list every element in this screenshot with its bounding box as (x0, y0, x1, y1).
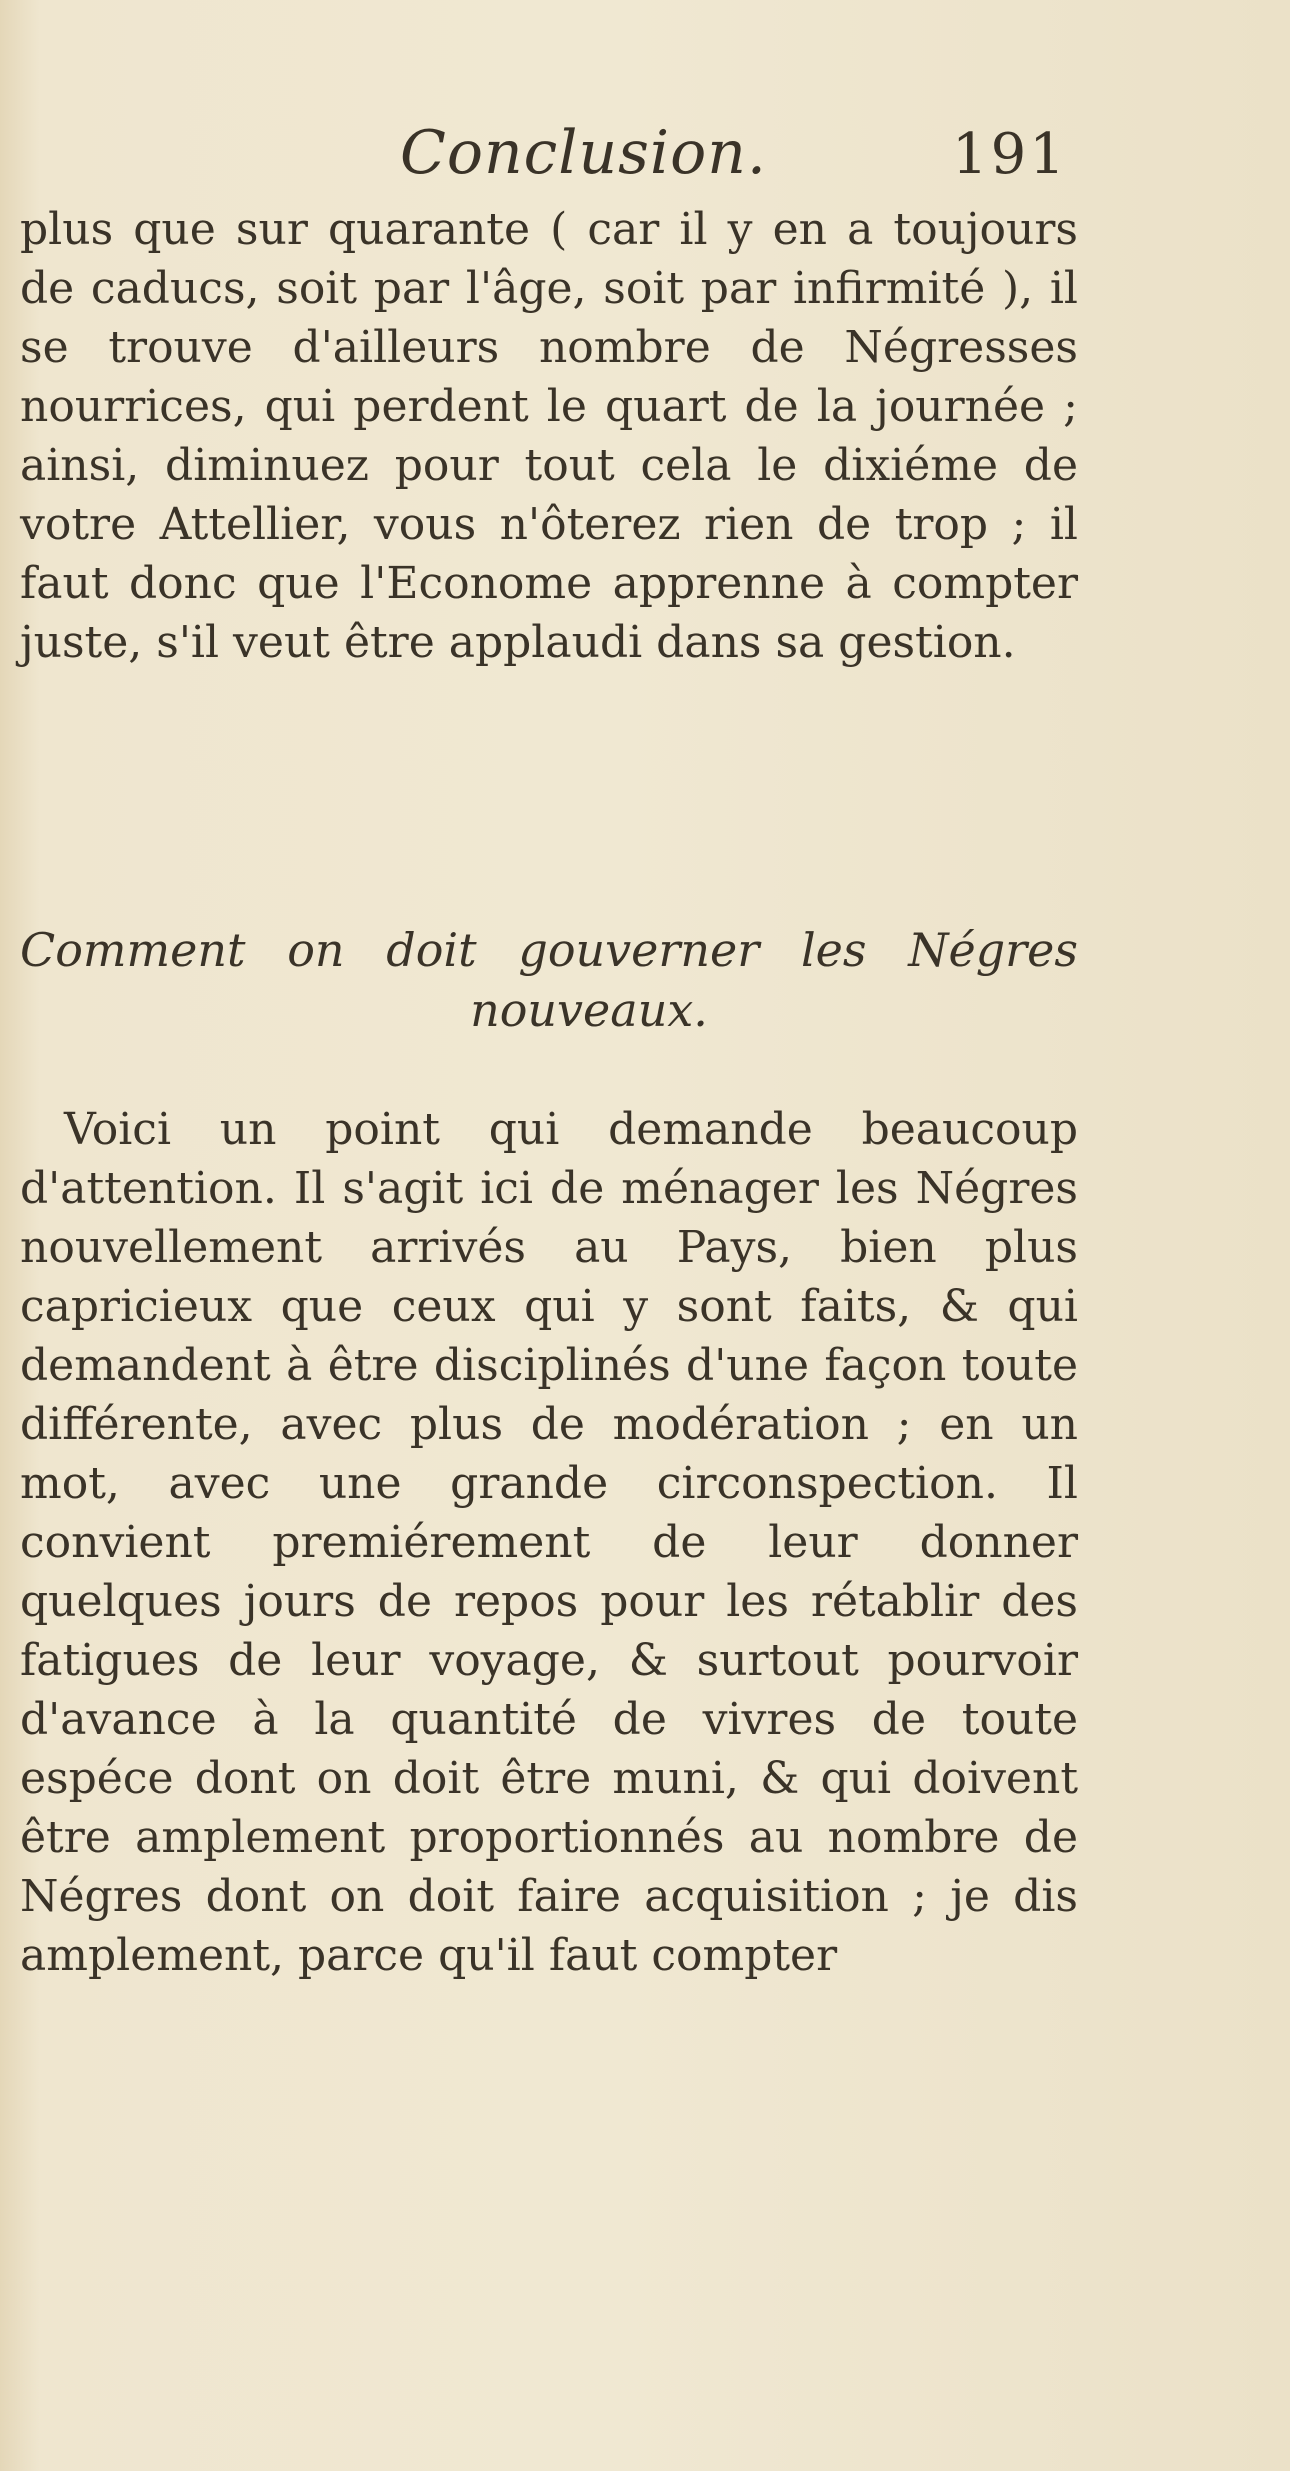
section-heading (20, 920, 1078, 1040)
page-header (0, 118, 1290, 198)
paragraph-text: Voici un point qui demande beaucoup d'attention. Il s'agit ici de ménager les Négres nouvellement arrivés au Pays, bien plus capricieux que ceux qui y sont faits, & qui demandent à être disciplinés d'une façon toute différente, avec plus de modération ; en un mot, avec une grande circonspection. Il convient premiérement de leur donner quelques jours de repos pour les rétablir des fatigues de leur voyage, & surtout pourvoir d'avance à la quantité de vivres de toute espéce dont on doit être muni, & qui doivent être amplement proportionnés au nombre de Négres dont on doit faire acquisition ; je dis amplement, parce qu'il faut compter (20, 1104, 1078, 1981)
page-number: 191 (952, 122, 1068, 187)
running-title: Conclusion. (400, 118, 767, 188)
section-heading-line-1: Comment on doit gouverner les Négres (20, 923, 1078, 977)
paragraph (20, 1100, 1078, 1985)
section-heading-line-2: nouveaux. (470, 983, 708, 1037)
paragraph-text: plus que sur quarante ( car il y en a toujours de caducs, soit par l'âge, soit par infirmité ), il se trouve d'ailleurs nombre de Négresses nourrices, qui perdent le quart de la journée ; ainsi, diminuez pour tout cela le dixiéme de votre Attellier, vous n'ôterez rien de trop ; il faut donc que l'Econome apprenne à compter juste, s'il veut être applaudi dans sa gestion. (20, 204, 1078, 668)
paragraph-continued (20, 200, 1078, 672)
